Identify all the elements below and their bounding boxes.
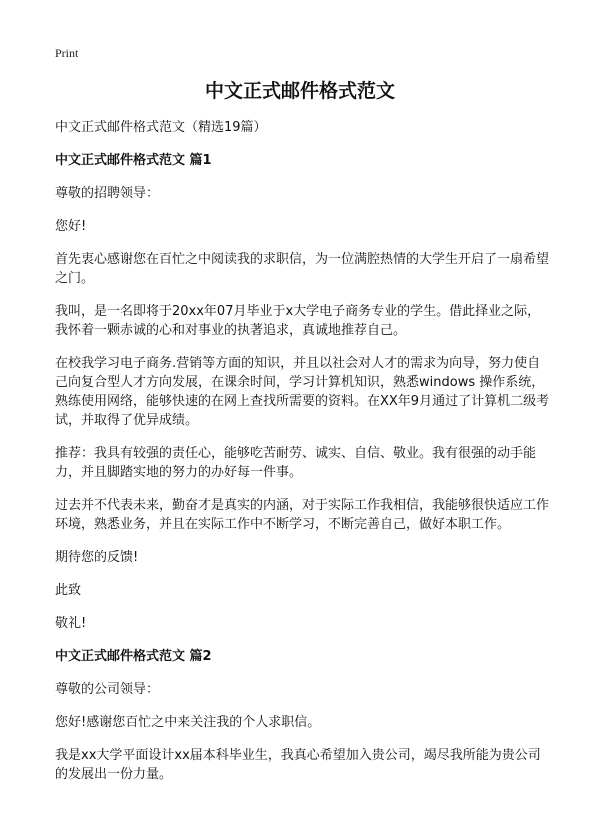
body-paragraph: 首先衷心感谢您在百忙之中阅读我的求职信，为一位满腔热情的大学生开启了一扇希望之门。 <box>55 252 550 286</box>
section-heading-2: 中文正式邮件格式范文 篇2 <box>55 649 212 664</box>
document-subtitle: 中文正式邮件格式范文（精选19篇） <box>55 120 267 135</box>
greeting: 您好! <box>55 219 87 234</box>
document-title: 中文正式邮件格式范文 <box>204 80 395 102</box>
salutation: 尊敬的招聘领导： <box>55 186 160 201</box>
closing-line: 期待您的反馈! <box>55 550 139 565</box>
body-paragraph: 在校我学习电子商务.营销等方面的知识，并且以社会对人才的需求为向导，努力使自己向复合型人才方向发展，在课余时间，学习计算机知识，熟悉windows 操作系统，熟练使用网络，能够快速的在网上查找所需要的资料。在XX年9月通过了计算机二级考试，并取得了优异成绩。 <box>55 356 550 428</box>
section-heading-1: 中文正式邮件格式范文 篇1 <box>55 153 212 168</box>
print-link[interactable]: Print <box>55 46 79 60</box>
body-paragraph: 过去并不代表未来，勤奋才是真实的内涵，对于实际工作我相信，我能够很快适应工作环境，熟悉业务，并且在实际工作中不断学习，不断完善自己，做好本职工作。 <box>55 498 550 532</box>
document-body <box>55 118 553 798</box>
closing-line: 此致 <box>55 583 82 598</box>
body-paragraph: 我叫，是一名即将于20xx年07月毕业于x大学电子商务专业的学生。借此择业之际，我怀着一颗赤诚的心和对事业的执著追求，真诚地推荐自己。 <box>55 304 541 338</box>
body-paragraph: 推荐：我具有较强的责任心，能够吃苦耐劳、诚实、自信、敬业。我有很强的动手能力，并且脚踏实地的努力的办好每一件事。 <box>55 446 537 480</box>
salutation: 尊敬的公司领导： <box>55 682 160 697</box>
body-paragraph: 我是xx大学平面设计xx届本科毕业生，我真心希望加入贵公司，竭尽我所能为贵公司的发展出一份力量。 <box>55 748 541 782</box>
greeting: 您好!感谢您百忙之中来关注我的个人求职信。 <box>55 715 321 730</box>
closing-line: 敬礼! <box>55 616 87 631</box>
